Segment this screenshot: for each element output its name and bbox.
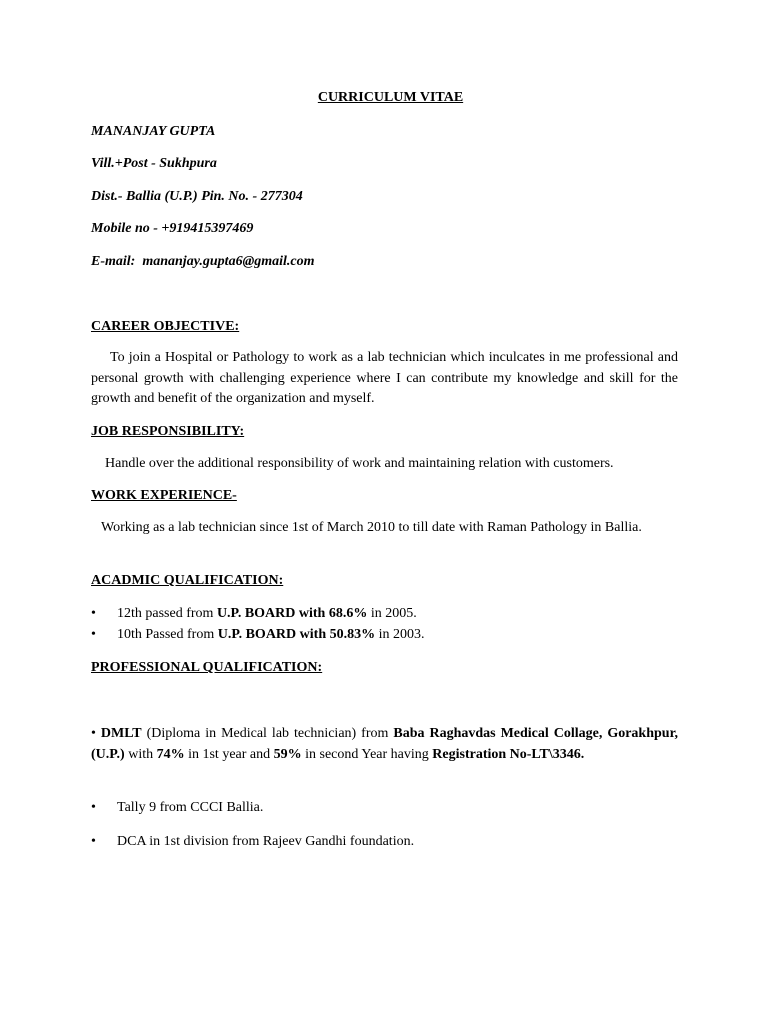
career-objective-heading: CAREER OBJECTIVE:: [91, 319, 240, 334]
document-title: CURRICULUM VITAE: [317, 90, 464, 105]
list-item: • 12th passed from U.P. BOARD with 68.6% in 2005.: [91, 604, 425, 625]
list-item: • DCA in 1st division from Rajeev Gandhi foundation.: [91, 832, 414, 853]
email-value: mananjay.gupta6@gmail.com: [142, 254, 315, 269]
professional-list-2: [91, 832, 414, 853]
contact-mobile: Mobile no - +919415397469: [91, 221, 254, 236]
bullet: •: [91, 726, 96, 741]
dmlt-qualification: • DMLT (Diploma in Medical lab technician) from Baba Raghavdas Medical Collage, Gorakhpur, (U.P.) with 74% in 1st year and 59% in second Year having Registration No-LT\3346.: [91, 726, 679, 762]
work-experience-heading: WORK EXPERIENCE-: [91, 488, 237, 503]
job-responsibility-text: Handle over the additional responsibility of work and maintaining relation with customers.: [105, 456, 614, 471]
work-experience-text: Working as a lab technician since 1st of March 2010 to till date with Raman Pathology in Ballia.: [101, 520, 642, 535]
contact-district: Dist.- Ballia (U.P.) Pin. No. - 277304: [91, 189, 303, 204]
contact-name: MANANJAY GUPTA: [91, 124, 216, 139]
professional-heading: PROFESSIONAL QUALIFICATION:: [91, 660, 323, 675]
contact-village: Vill.+Post - Sukhpura: [91, 156, 217, 171]
academic-list: [91, 604, 425, 645]
contact-email-line: [91, 254, 315, 270]
job-responsibility-heading: JOB RESPONSIBILITY:: [91, 424, 245, 439]
cv-page: [91, 0, 678, 1024]
list-item: • 10th Passed from U.P. BOARD with 50.83% in 2003.: [91, 625, 425, 646]
academic-heading: ACADMIC QUALIFICATION:: [91, 573, 284, 588]
professional-list-1: [91, 798, 263, 819]
career-objective-text: To join a Hospital or Pathology to work as a lab technician which inculcates in me professional and personal growth with challenging experience where I can contribute my knowledge and skill for the growth and benefit of the organization and myself.: [91, 350, 678, 406]
email-label: E-mail:: [91, 254, 136, 269]
list-item: • Tally 9 from CCCI Ballia.: [91, 798, 263, 819]
